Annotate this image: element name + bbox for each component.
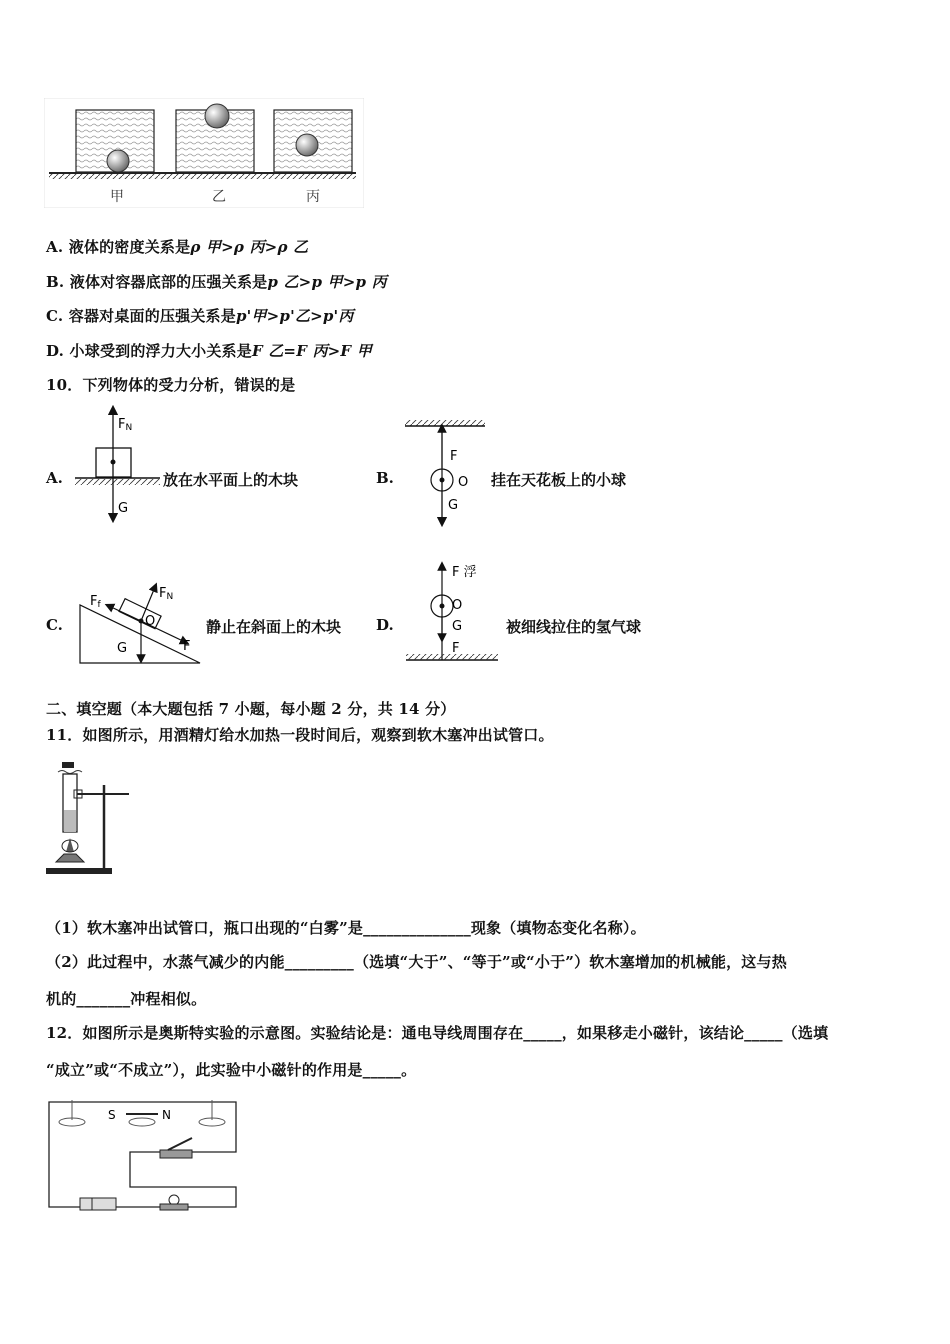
option-expr: p 乙>p 甲>p 丙 bbox=[267, 273, 387, 291]
option-text: 小球受到的浮力大小关系是 bbox=[69, 342, 252, 360]
label-f-float: F 浮 bbox=[452, 565, 477, 580]
q10-option-c-letter: C. bbox=[46, 616, 63, 634]
q12-line-1: 12．如图所示是奥斯特实验的示意图。实验结论是：通电导线周围存在_____，如果移走小磁针，该结论_____（选填 bbox=[46, 1024, 829, 1042]
q10-option-b-caption: 挂在天花板上的小球 bbox=[491, 471, 627, 489]
q10-option-d-letter: D. bbox=[376, 616, 394, 634]
label-fn: FN bbox=[159, 586, 174, 602]
q10-figure-b bbox=[400, 418, 490, 528]
label-o: O bbox=[145, 614, 156, 629]
q9-option-b bbox=[46, 271, 387, 292]
label-bing: 丙 bbox=[306, 189, 320, 205]
label-ff: Ff bbox=[90, 594, 101, 610]
oersted-figure bbox=[44, 1092, 239, 1217]
q10-option-b-letter: B. bbox=[376, 469, 394, 487]
containers-figure bbox=[44, 98, 364, 208]
ball-jia bbox=[107, 150, 129, 172]
q10-figure-c bbox=[75, 575, 205, 670]
q10-figure-d bbox=[400, 560, 505, 670]
q10-stem: 10．下列物体的受力分析，错误的是 bbox=[46, 376, 296, 394]
label-fn: FN bbox=[118, 417, 133, 433]
q10-option-d-caption: 被细线拉住的氢气球 bbox=[506, 618, 642, 636]
option-letter: A. bbox=[46, 238, 64, 256]
option-letter: B. bbox=[46, 273, 65, 291]
label-n: N bbox=[162, 1108, 171, 1122]
option-expr: F 乙=F 丙>F 甲 bbox=[251, 342, 372, 360]
option-text: 液体的密度关系是 bbox=[68, 238, 191, 256]
option-expr: p'甲>p'乙>p'丙 bbox=[235, 307, 354, 325]
q10-option-a-letter: A. bbox=[46, 469, 63, 487]
label-g: G bbox=[118, 501, 129, 516]
ball-bing bbox=[296, 134, 318, 156]
ball-yi bbox=[205, 104, 229, 128]
label-s: S bbox=[108, 1108, 116, 1122]
label-yi: 乙 bbox=[212, 189, 226, 205]
q10-figure-a bbox=[70, 400, 165, 525]
option-letter: C. bbox=[46, 307, 64, 325]
q9-option-a bbox=[46, 236, 308, 257]
option-text: 容器对桌面的压强关系是 bbox=[68, 307, 236, 325]
option-letter: D. bbox=[46, 342, 65, 360]
label-f: F bbox=[450, 449, 458, 464]
q12-line-2: “成立”或“不成立”），此实验中小磁针的作用是_____。 bbox=[46, 1061, 417, 1079]
label-g: G bbox=[117, 641, 128, 656]
option-expr: ρ 甲>ρ 丙>ρ 乙 bbox=[190, 238, 309, 256]
section-2-title: 二、填空题（本大题包括 7 小题，每小题 2 分，共 14 分） bbox=[46, 700, 456, 718]
option-text: 液体对容器底部的压强关系是 bbox=[69, 273, 268, 291]
q11-stem: 11．如图所示，用酒精灯给水加热一段时间后，观察到软木塞冲出试管口。 bbox=[46, 726, 554, 744]
label-f: F bbox=[183, 639, 191, 654]
alcohol-lamp-figure bbox=[44, 760, 134, 880]
label-g: G bbox=[452, 619, 463, 634]
q11-part-1: （1）软木塞冲出试管口，瓶口出现的“白雾”是______________现象（填物态变化名称）。 bbox=[46, 919, 646, 937]
q11-part-3: 机的_______冲程相似。 bbox=[46, 990, 207, 1008]
label-o: O bbox=[458, 475, 469, 490]
label-g: G bbox=[448, 498, 459, 513]
q11-part-2: （2）此过程中，水蒸气减少的内能_________（选填“大于”、“等于”或“小于”）软木塞增加的机械能，这与热 bbox=[46, 953, 787, 971]
q9-option-c bbox=[46, 305, 354, 326]
label-f: F bbox=[452, 641, 460, 656]
q10-option-a-caption: 放在水平面上的木块 bbox=[163, 471, 299, 489]
label-o: O bbox=[452, 598, 463, 613]
q9-option-d bbox=[46, 340, 372, 361]
q10-option-c-caption: 静止在斜面上的木块 bbox=[206, 618, 342, 636]
label-jia: 甲 bbox=[110, 189, 124, 205]
